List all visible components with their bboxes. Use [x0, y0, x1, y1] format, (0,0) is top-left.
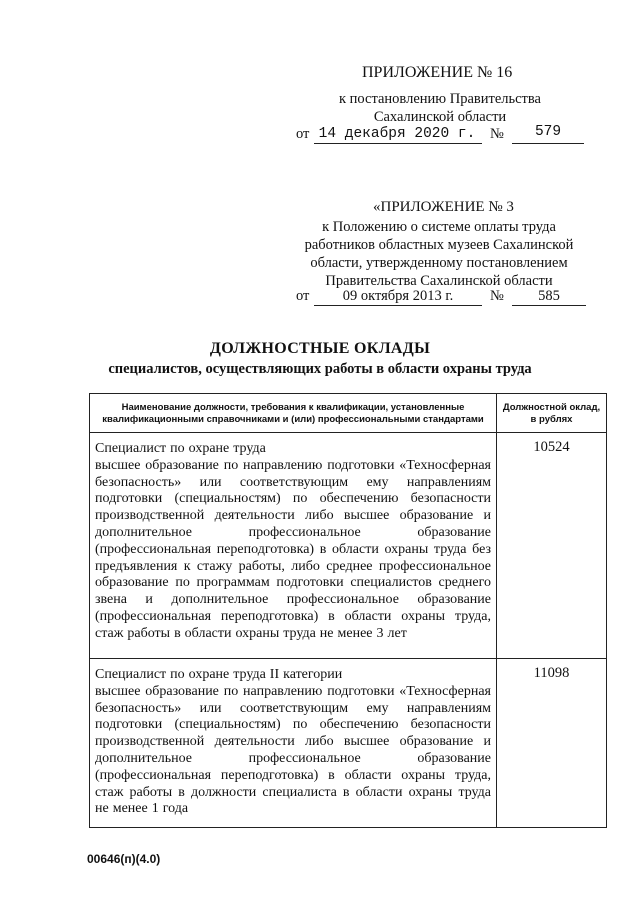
salary-cell: 10524: [497, 433, 607, 659]
appendix-16-ot: от: [296, 126, 310, 142]
appendix-3-line4: Правительства Сахалинской области: [325, 273, 553, 289]
appendix-16-date: 14 декабря 2020 г.: [318, 126, 476, 142]
header-position: Наименование должности, требования к квалификации, установленные квалификационными справочниками и (или) профессиональными стандартами: [90, 394, 497, 433]
appendix-3-no: №: [490, 288, 504, 304]
appendix-3-line3: области, утвержденному постановлением: [310, 255, 568, 271]
appendix-16-label: ПРИЛОЖЕНИЕ № 16: [362, 64, 513, 81]
position-cell: [90, 433, 497, 659]
appendix-3-line2: работников областных музеев Сахалинской: [304, 237, 574, 253]
appendix-3-date-line: [314, 305, 482, 306]
appendix-3-date: 09 октября 2013 г.: [342, 288, 454, 304]
appendix-3-label: «ПРИЛОЖЕНИЕ № 3: [373, 199, 514, 215]
table-row: [90, 659, 607, 828]
appendix-16-no: №: [490, 126, 504, 142]
salary-cell: 11098: [497, 659, 607, 828]
page-subtitle: специалистов, осуществляющих работы в области охраны труда: [108, 361, 532, 377]
salary-table: [89, 393, 607, 828]
appendix-3-ot: от: [296, 288, 310, 304]
table-row: [90, 433, 607, 659]
appendix-3-number: 585: [538, 288, 560, 304]
appendix-16-line1: к постановлению Правительства: [339, 91, 541, 107]
position-requirements: высшее образование по направлению подготовки «Техносферная безопасность» или соответствующим ему направлениям подготовки (специальностям) по обеспечению безопасности производственной деятельности либо высшее образование и дополнительное профессиональное образование (профессиональная переподготовка) в области охраны труда, стаж работы в должности специалиста в области охраны труда не менее 1 года: [95, 683, 491, 817]
appendix-3-line1: к Положению о системе оплаты труда: [322, 219, 556, 235]
appendix-16-number-line: [512, 143, 584, 144]
table-header-row: [90, 394, 607, 433]
appendix-16-caption: [300, 90, 580, 126]
page-title: ДОЛЖНОСТНЫЕ ОКЛАДЫ: [209, 340, 431, 357]
appendix-3-number-line: [512, 305, 586, 306]
appendix-3-caption: [290, 218, 588, 290]
appendix-16-date-line: [314, 143, 482, 144]
appendix-16-line2: Сахалинской области: [373, 109, 507, 125]
position-cell: [90, 659, 497, 828]
position-title: Специалист по охране труда: [95, 441, 266, 456]
position-requirements: высшее образование по направлению подготовки «Техносферная безопасность» или соответствующим ему направлениям подготовки (специальностям) по обеспечению безопасности производственной деятельности либо высшее образование и дополнительное профессиональное образование (профессиональная переподготовка) в области охраны труда без предъявления к стажу работы, либо среднее профессиональное образование по программам подготовки специалистов среднего звена и дополнительное профессиональное образование (профессиональная переподготовка) в области охраны труда, стаж работы в области охраны труда не менее 3 лет: [95, 457, 491, 641]
document-code: 00646(п)(4.0): [87, 852, 161, 866]
header-salary: Должностной оклад, в рублях: [497, 394, 607, 433]
position-title: Специалист по охране труда II категории: [95, 667, 343, 682]
appendix-16-number: 579: [534, 124, 562, 140]
